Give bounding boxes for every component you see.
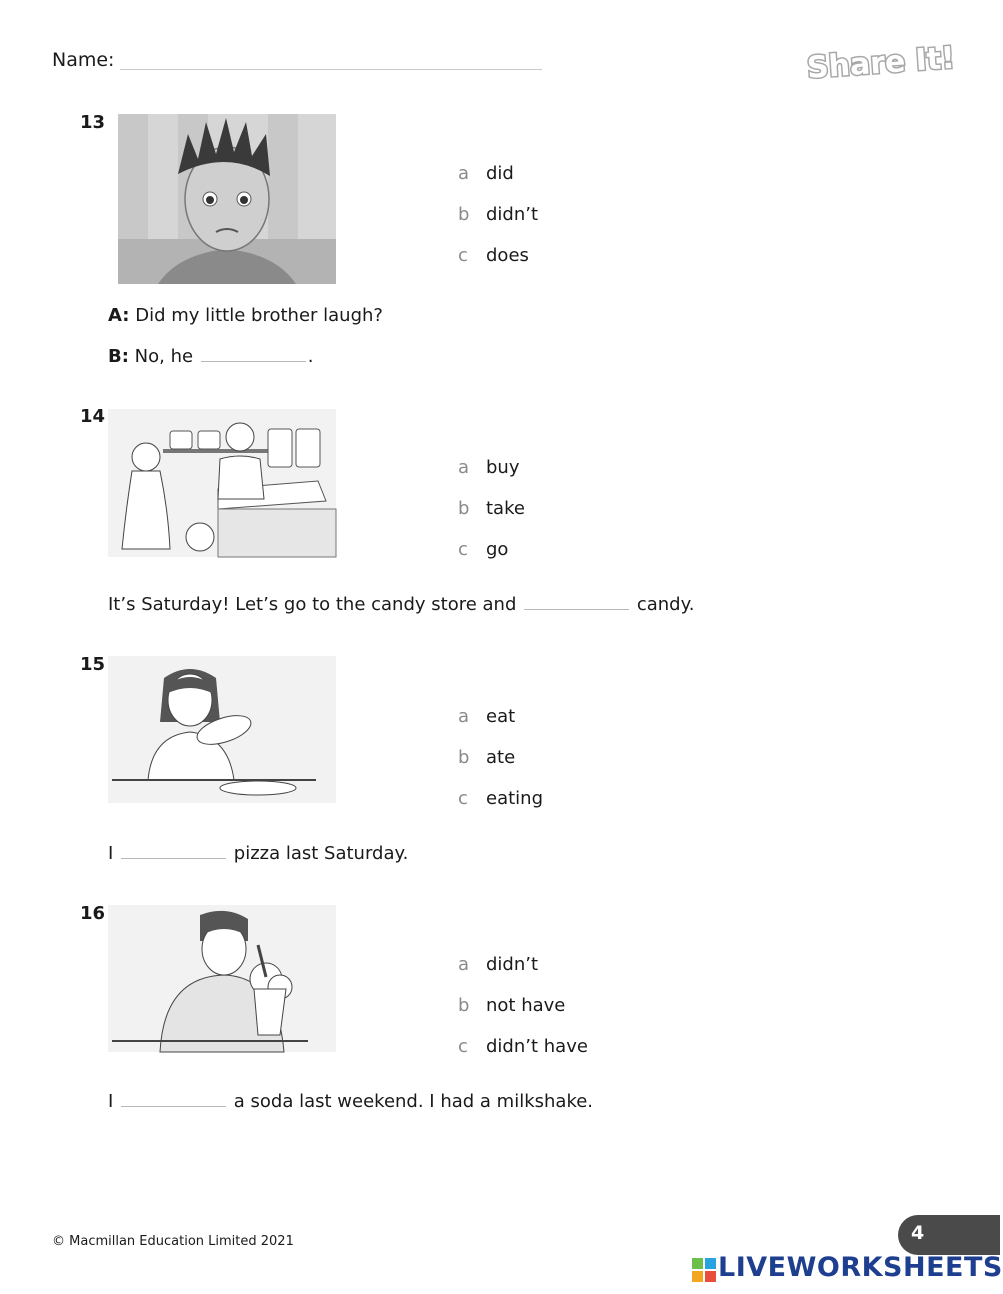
option-text: does <box>486 245 529 266</box>
liveworksheets-brand: LIVEWORKSHEETS <box>718 1252 1003 1283</box>
question-sentence <box>108 843 408 864</box>
speaker-a: A: <box>108 305 130 326</box>
question-number: 14 <box>80 406 106 427</box>
option-text: didn’t <box>486 204 539 225</box>
dialogue-line-b <box>108 346 314 367</box>
sentence-text-end: candy. <box>636 594 695 615</box>
dialogue-text-end: . <box>307 346 314 367</box>
option-letter: c <box>458 788 468 809</box>
question-number: 16 <box>80 903 106 924</box>
question-sentence <box>108 594 694 615</box>
dialogue-line-a <box>108 305 383 326</box>
option-text: did <box>486 163 514 184</box>
option-a[interactable] <box>458 706 515 727</box>
option-text: not have <box>486 995 566 1016</box>
option-text: eating <box>486 788 543 809</box>
option-b[interactable] <box>458 747 515 768</box>
option-letter: b <box>458 498 470 519</box>
option-text: ate <box>486 747 516 768</box>
answer-blank[interactable] <box>201 360 306 362</box>
option-a[interactable] <box>458 457 520 478</box>
dialogue-text: Did my little brother laugh? <box>135 305 383 326</box>
question-number: 15 <box>80 654 106 675</box>
option-letter: a <box>458 457 470 478</box>
dialogue-text: No, he <box>134 346 194 367</box>
sad-boy-picture <box>118 114 336 284</box>
option-b[interactable] <box>458 498 525 519</box>
name-label: Name: <box>52 49 115 71</box>
sentence-text-end: pizza last Saturday. <box>233 843 409 864</box>
option-text: didn’t <box>486 954 539 975</box>
option-text: go <box>486 539 509 560</box>
option-b[interactable] <box>458 995 565 1016</box>
speaker-b: B: <box>108 346 129 367</box>
option-text: didn’t have <box>486 1036 588 1057</box>
option-letter: a <box>458 706 470 727</box>
question-number: 13 <box>80 112 106 133</box>
option-text: buy <box>486 457 520 478</box>
sentence-text: I <box>108 1091 114 1112</box>
option-a[interactable] <box>458 163 514 184</box>
option-b[interactable] <box>458 204 538 225</box>
svg-text:Share It!: Share It! <box>805 40 956 86</box>
liveworksheets-logo-icon <box>692 1258 716 1282</box>
share-it-logo <box>803 40 956 86</box>
answer-blank[interactable] <box>524 608 629 610</box>
question-sentence <box>108 1091 593 1112</box>
option-letter: a <box>458 163 470 184</box>
option-letter: b <box>458 995 470 1016</box>
copyright-notice: © Macmillan Education Limited 2021 <box>52 1234 294 1249</box>
option-letter: a <box>458 954 470 975</box>
answer-blank[interactable] <box>121 1105 226 1107</box>
option-text: eat <box>486 706 516 727</box>
option-letter: c <box>458 245 468 266</box>
answer-blank[interactable] <box>121 857 226 859</box>
option-c[interactable] <box>458 1036 588 1057</box>
girl-eating-pizza-picture <box>108 656 336 803</box>
option-a[interactable] <box>458 954 538 975</box>
option-letter: c <box>458 539 468 560</box>
option-c[interactable] <box>458 539 508 560</box>
option-c[interactable] <box>458 788 543 809</box>
sentence-text: It’s Saturday! Let’s go to the candy store and <box>108 594 517 615</box>
sentence-text-end: a soda last weekend. I had a milkshake. <box>233 1091 594 1112</box>
option-letter: b <box>458 204 470 225</box>
option-c[interactable] <box>458 245 529 266</box>
sentence-text: I <box>108 843 114 864</box>
option-letter: c <box>458 1036 468 1057</box>
page-number: 4 <box>911 1222 925 1244</box>
boy-drinking-milkshake-picture <box>108 905 336 1052</box>
option-letter: b <box>458 747 470 768</box>
option-text: take <box>486 498 525 519</box>
name-input-line[interactable] <box>120 69 542 70</box>
candy-store-picture <box>108 409 336 557</box>
